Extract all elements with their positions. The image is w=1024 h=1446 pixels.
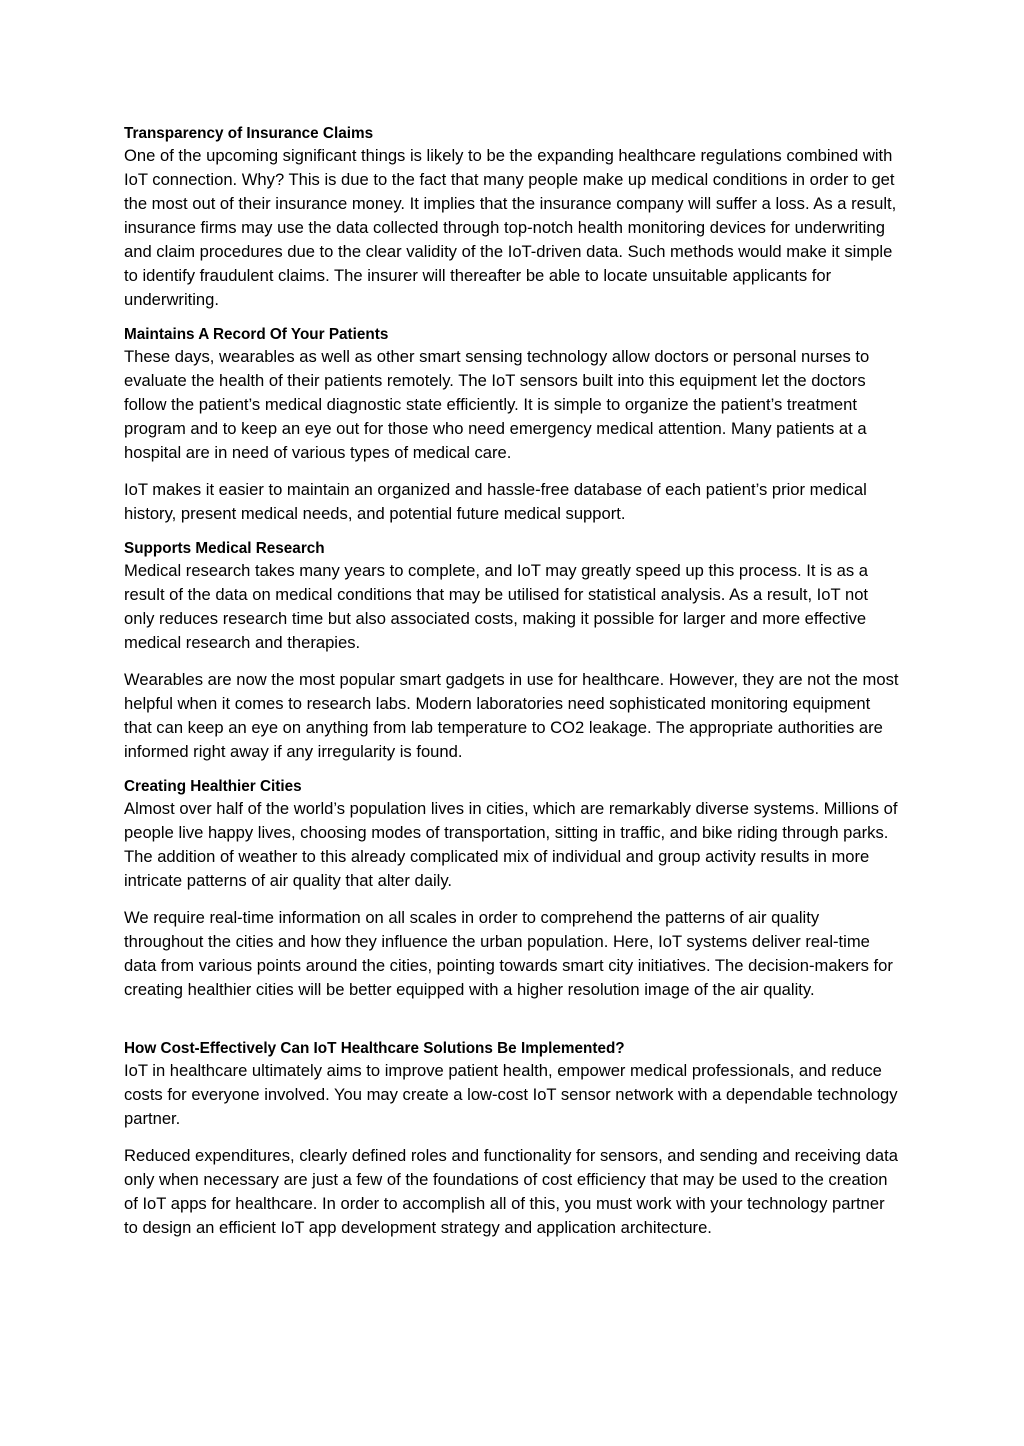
section-paragraph: Wearables are now the most popular smart gadgets in use for healthcare. However, they are not the most helpful when it comes to research labs. Modern laboratories need sophisticated monitoring equipment that can keep an eye on anything from lab temperature to CO2 leakage. The appropriate authorities are informed right away if any irregularity is found.	[124, 670, 899, 761]
section-paragraph: One of the upcoming significant things is likely to be the expanding healthcare regulations combined with IoT connection. Why? This is due to the fact that many people make up medical conditions in order to get the most out of their insurance money. It implies that the insurance company will suffer a loss. As a result, insurance firms may use the data collected through top-notch health monitoring devices for underwriting and claim procedures due to the clear validity of the IoT-driven data. Such methods would make it simple to identify fraudulent claims. The insurer will thereafter be able to locate unsuitable applicants for underwriting.	[124, 146, 897, 309]
section-medical-research	[124, 539, 899, 764]
section-cost-effectiveness	[124, 1039, 899, 1240]
section-insurance-claims	[124, 124, 899, 312]
section-heading: How Cost-Effectively Can IoT Healthcare Solutions Be Implemented?	[124, 1040, 625, 1057]
section-paragraph: IoT makes it easier to maintain an organized and hassle-free database of each patient’s prior medical history, present medical needs, and potential future medical support.	[124, 480, 867, 523]
document-page	[124, 124, 899, 1240]
section-paragraph: We require real-time information on all scales in order to comprehend the patterns of air quality throughout the cities and how they influence the urban population. Here, IoT systems deliver real-time data from various points around the cities, pointing towards smart city initiatives. The decision-makers for creating healthier cities will be better equipped with a higher resolution image of the air quality.	[124, 908, 893, 999]
section-healthier-cities	[124, 777, 899, 1002]
section-heading: Creating Healthier Cities	[124, 778, 302, 795]
section-heading: Transparency of Insurance Claims	[124, 125, 374, 142]
section-paragraph: Medical research takes many years to complete, and IoT may greatly speed up this process. It is as a result of the data on medical conditions that may be utilised for statistical analysis. As a result, IoT not only reduces research time but also associated costs, making it possible for larger and more effective medical research and therapies.	[124, 561, 869, 652]
section-paragraph: IoT in healthcare ultimately aims to improve patient health, empower medical professionals, and reduce costs for everyone involved. You may create a low-cost IoT sensor network with a dependable technology partner.	[124, 1061, 898, 1128]
section-heading: Maintains A Record Of Your Patients	[124, 326, 389, 343]
section-paragraph: Reduced expenditures, clearly defined roles and functionality for sensors, and sending and receiving data only when necessary are just a few of the foundations of cost efficiency that may be used to the creation of IoT apps for healthcare. In order to accomplish all of this, you must work with your technology partner to design an efficient IoT app development strategy and application architecture.	[124, 1146, 898, 1237]
section-patient-records	[124, 325, 899, 526]
section-paragraph: These days, wearables as well as other smart sensing technology allow doctors or personal nurses to evaluate the health of their patients remotely. The IoT sensors built into this equipment let the doctors follow the patient’s medical diagnostic state efficiently. It is simple to organize the patient’s treatment program and to keep an eye out for those who need emergency medical attention. Many patients at a hospital are in need of various types of medical care.	[124, 347, 870, 462]
section-heading: Supports Medical Research	[124, 540, 325, 557]
section-paragraph: Almost over half of the world’s population lives in cities, which are remarkably diverse systems. Millions of people live happy lives, choosing modes of transportation, sitting in traffic, and bike riding through parks. The addition of weather to this already complicated mix of individual and group activity results in more intricate patterns of air quality that alter daily.	[124, 799, 898, 890]
